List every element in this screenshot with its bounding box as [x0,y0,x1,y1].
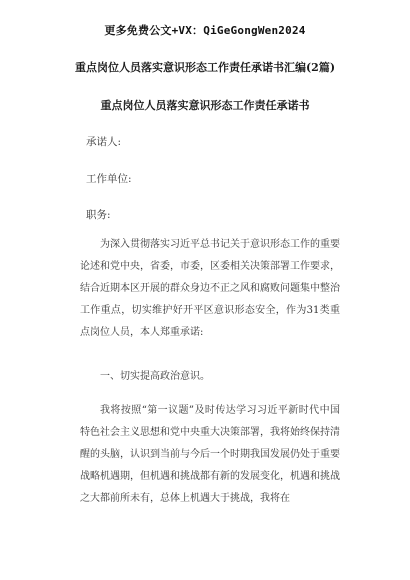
promo-header: 更多免费公文+VX：QiGeGongWen2024 [104,24,306,37]
body-paragraph-1: 我将按照“第一议题”及时传达学习习近平新时代中国特色社会主义思想和党中央重大决策部署，我将始终保持清醒的头脑，认识到当前与今后一个时期我国发展仍处于重要战略机遇期，但机遇和挑战都有新的发展变化，机遇和挑战之大都前所未有，总体上机遇大于挑战，我将在 [80,405,340,504]
work-unit-label: 工作单位: [86,173,132,185]
intro-paragraph: 为深入贯彻落实习近平总书记关于意识形态工作的重要论述和党中央，省委，市委，区委相关决策部署工作要求，结合近期本区开展的群众身边不正之风和腐败问题集中整治工作重点，切实维护好开平区意识形态安全，作为31类重点岗位人员，本人郑重承诺: [80,239,340,338]
promisor-label: 承诺人: [86,136,122,148]
section-title: 重点岗位人员落实意识形态工作责任承诺书 [100,99,310,112]
position-label: 职务: [86,209,111,221]
document-title: 重点岗位人员落实意识形态工作责任承诺书汇编(2篇) [74,61,336,74]
section-heading-1: 一、切实提高政治意识。 [100,371,210,382]
